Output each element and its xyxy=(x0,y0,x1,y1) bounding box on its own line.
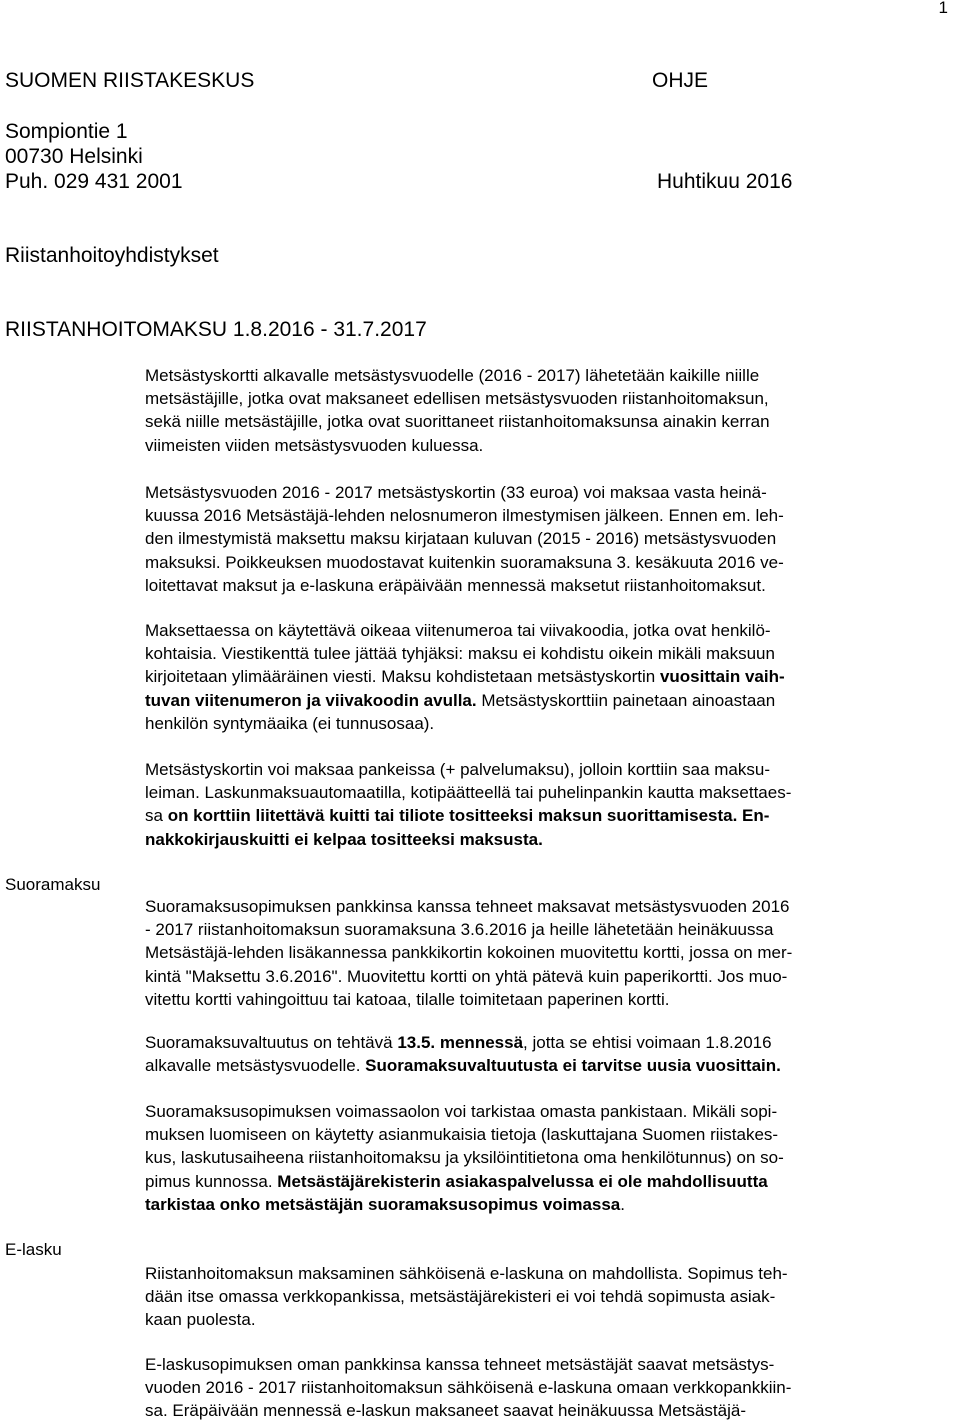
phone-number: Puh. 029 431 2001 xyxy=(5,170,183,193)
section-label-suoramaksu: Suoramaksu xyxy=(5,875,101,894)
subject-line: RIISTANHOITOMAKSU 1.8.2016 - 31.7.2017 xyxy=(5,318,427,341)
paragraph-5: Suoramaksusopimuksen pankkinsa kanssa tehneet maksavat metsästysvuoden 2016 - 2017 riistanhoitomaksun suoramaksuna 3.6.2016 ja heille lähetetään heinäkuussa Metsästäjä-lehden lisäkannessa pankkikortin kokoinen muovitettu kortti, jossa on mer- kintä "Maksettu 3.6.2016". Muovitettu kortti on yhtä pätevä kuin paperikortti. Jos muo- vitettu kortti vahingoittuu tai katoaa, tilalle toimitetaan paperinen kortti. xyxy=(145,897,793,1009)
paragraph-6: Suoramaksuvaltuutus on tehtävä 13.5. mennessä, jotta se ehtisi voimaan 1.8.2016 alkavalle metsästysvuodelle. Suoramaksuvaltuutusta ei tarvitse uusia vuosittain. xyxy=(145,1033,781,1076)
paragraph-7: Suoramaksusopimuksen voimassaolon voi tarkistaa omasta pankistaan. Mikäli sopi- muksen luomiseen on käytetty asianmukaisia tietoja (laskuttajana Suomen riistakes- kus, laskutusaiheena riistanhoitomaksu ja yksilöintitietona oma henkilötunnus) on so- pimus kunnossa. Metsästäjärekisterin asiakaspalvelussa ei ole mahdollisuutta tarkistaa onko metsästäjän suoramaksusopimus voimassa. xyxy=(145,1102,784,1214)
paragraph-4: Metsästyskortin voi maksaa pankeissa (+ palvelumaksu), jolloin korttiin saa maksu- leiman. Laskunmaksuautomaatilla, kotipäätteellä tai puhelinpankin kautta maksettaes- sa on korttiin liitettävä kuitti tai tiliote tositteeksi maksun suorittamisesta. En- nakkokirjauskuitti ei kelpaa tositteeksi maksusta. xyxy=(145,760,792,849)
paragraph-8: Riistanhoitomaksun maksaminen sähköisenä e-laskuna on mahdollista. Sopimus teh- dään itse omassa verkkopankissa, metsästäjärekisteri ei voi tehdä sopimusta asiak- kaan puolesta. xyxy=(145,1264,788,1330)
paragraph-1: Metsästyskortti alkavalle metsästysvuodelle (2016 - 2017) lähetetään kaikille niille metsästäjille, jotka ovat maksaneet edellisen metsästysvuoden riistanhoitomaksun, sekä niille metsästäjille, jotka ovat suorittaneet riistanhoitomaksunsa ainakin kerran viimeisten viiden metsästysvuoden kuluessa. xyxy=(145,366,770,455)
page-number: 1 xyxy=(938,0,948,17)
document-type: OHJE xyxy=(652,69,709,92)
paragraph-3: Maksettaessa on käytettävä oikeaa viitenumeroa tai viivakoodia, jotka ovat henkilö- kohtaisia. Viestikenttä tulee jättää tyhjäksi: maksu ei kohdistu oikein mikäli maksuun kirjoitetaan ylimääräinen viesti. Maksu kohdistetaan metsästyskortin vuosittain vaih- tuvan viitenumeron ja viivakoodin avulla. Metsästyskorttiin painetaan ainoastaan henkilön syntymäaika (ei tunnusosaa). xyxy=(145,621,785,733)
paragraph-9: E-laskusopimuksen oman pankkinsa kanssa tehneet metsästäjät saavat metsästys- vuoden 2016 - 2017 riistanhoitomaksun sähköisenä e-laskuna omaan verkkopankkiin- sa. Eräpäivään mennessä e-laskun maksaneet saavat heinäkuussa Metsästäjä- xyxy=(145,1355,792,1421)
address-city: 00730 Helsinki xyxy=(5,145,143,168)
organization-name: SUOMEN RIISTAKESKUS xyxy=(5,69,255,92)
address-street: Sompiontie 1 xyxy=(5,120,128,143)
document-date: Huhtikuu 2016 xyxy=(657,170,793,193)
recipient: Riistanhoitoyhdistykset xyxy=(5,244,219,267)
paragraph-2: Metsästysvuoden 2016 - 2017 metsästyskortin (33 euroa) voi maksaa vasta heinä- kuussa 2016 Metsästäjä-lehden nelosnumeron ilmestymisen jälkeen. Ennen em. leh- den ilmestymistä maksettu maksu kirjataan kuluvan (2015 - 2016) metsästysvuoden maksuksi. Poikkeuksen muodostavat kuitenkin suoramaksuna 3. kesäkuuta 2016 ve- loitettavat maksut ja e-laskuna eräpäivään mennessä maksetut riistanhoitomaksut. xyxy=(145,483,784,595)
section-label-e-lasku: E-lasku xyxy=(5,1240,62,1259)
